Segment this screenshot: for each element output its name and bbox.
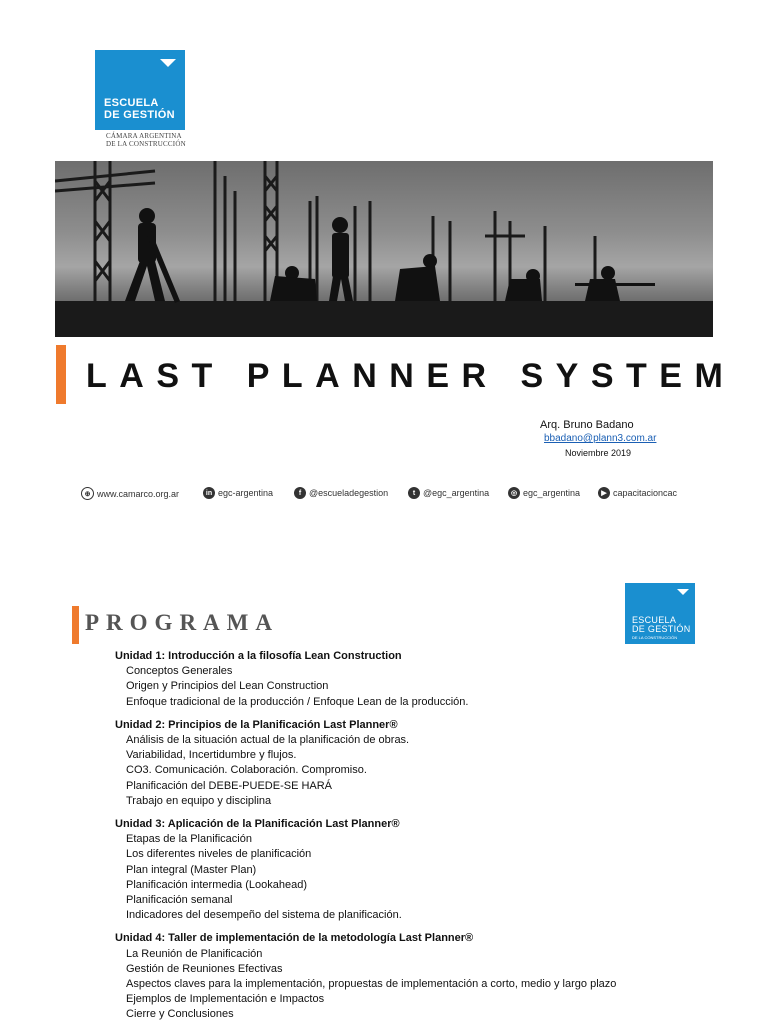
social-label: egc-argentina <box>218 488 274 498</box>
list-item: CO3. Comunicación. Colaboración. Compromiso. <box>126 764 367 777</box>
unit-3 <box>115 817 735 923</box>
title-accent-bar <box>56 345 66 404</box>
youtube-icon: ▶ <box>598 487 610 499</box>
logo-line2: DE GESTIÓN <box>632 624 691 634</box>
program-content <box>115 649 735 1031</box>
list-item: La Reunión de Planificación <box>126 947 263 960</box>
unit-heading: Unidad 2: Principios de la Planificación Last Planner® <box>115 718 398 731</box>
social-twitter[interactable] <box>408 487 489 499</box>
list-item: Trabajo en equipo y disciplina <box>126 794 272 807</box>
twitter-icon: t <box>408 487 420 499</box>
list-item: Planificación del DEBE-PUEDE-SE HARÁ <box>126 779 333 792</box>
programa-accent-bar <box>72 606 79 644</box>
author-name: Arq. Bruno Badano <box>540 419 634 431</box>
list-item: Planificación intermedia (Lookahead) <box>126 878 307 891</box>
list-item: Etapas de la Planificación <box>126 833 252 846</box>
triangle-icon <box>160 59 176 67</box>
unit-1 <box>115 649 735 710</box>
logo-line2: DE GESTIÓN <box>104 109 175 121</box>
list-item: Origen y Principios del Lean Construction <box>126 680 329 693</box>
triangle-icon <box>677 589 689 595</box>
social-instagram[interactable] <box>508 487 580 499</box>
list-item: Aspectos claves para la implementación, propuestas de implementación a corto, medio y largo plazo <box>126 978 617 991</box>
list-item: Indicadores del desempeño del sistema de planificación. <box>126 909 402 922</box>
unit-2 <box>115 718 735 809</box>
unit-heading: Unidad 4: Taller de implementación de la metodología Last Planner® <box>115 932 474 945</box>
programa-title: PROGRAMA <box>85 610 279 635</box>
list-item: Gestión de Reuniones Efectivas <box>126 962 283 975</box>
linkedin-icon: in <box>203 487 215 499</box>
logo-subtitle <box>106 132 186 148</box>
unit-heading: Unidad 1: Introducción a la filosofía Lean Construction <box>115 650 402 662</box>
list-item: Cierre y Conclusiones <box>126 1008 234 1021</box>
list-item: Variabilidad, Incertidumbre y flujos. <box>126 749 297 762</box>
page-title: LAST PLANNER SYSTEM <box>86 357 736 395</box>
list-item: Plan integral (Master Plan) <box>126 863 257 876</box>
social-label: @egc_argentina <box>423 488 490 498</box>
logo-sub1: CÁMARA ARGENTINA <box>106 132 182 140</box>
logo-line1: ESCUELA <box>632 615 677 625</box>
escuela-logo-small <box>625 583 695 644</box>
social-linkedin[interactable] <box>203 487 273 499</box>
list-item: Conceptos Generales <box>126 665 233 678</box>
construction-banner-image <box>55 161 713 337</box>
social-facebook[interactable] <box>294 487 388 499</box>
logo-line1: ESCUELA <box>104 97 159 109</box>
facebook-icon: f <box>294 487 306 499</box>
list-item: Ejemplos de Implementación e Impactos <box>126 993 325 1006</box>
author-email-link[interactable]: bbadano@plann3.com.ar <box>544 433 657 444</box>
presentation-date: Noviembre 2019 <box>565 448 632 458</box>
list-item: Análisis de la situación actual de la planificación de obras. <box>126 734 410 747</box>
logo-sub2: DE LA CONSTRUCCIÓN <box>106 140 186 148</box>
instagram-icon: ◎ <box>508 487 520 499</box>
escuela-logo <box>95 50 185 130</box>
social-website[interactable] <box>81 487 179 500</box>
social-label: capacitacioncac <box>613 488 678 498</box>
globe-icon: ⊕ <box>81 487 94 500</box>
list-item: Planificación semanal <box>126 894 233 907</box>
unit-heading: Unidad 3: Aplicación de la Planificación Last Planner® <box>115 818 400 831</box>
unit-4 <box>115 931 735 1022</box>
social-links <box>81 487 691 501</box>
list-item: Enfoque tradicional de la producción / Enfoque Lean de la producción. <box>126 695 469 708</box>
social-label: @escueladegestion <box>309 488 389 498</box>
logo-sub2: DE LA CONSTRUCCIÓN <box>632 635 678 640</box>
social-label: www.camarco.org.ar <box>97 488 180 499</box>
social-label: egc_argentina <box>523 488 581 498</box>
social-youtube[interactable] <box>598 487 677 499</box>
list-item: Los diferentes niveles de planificación <box>126 848 312 861</box>
